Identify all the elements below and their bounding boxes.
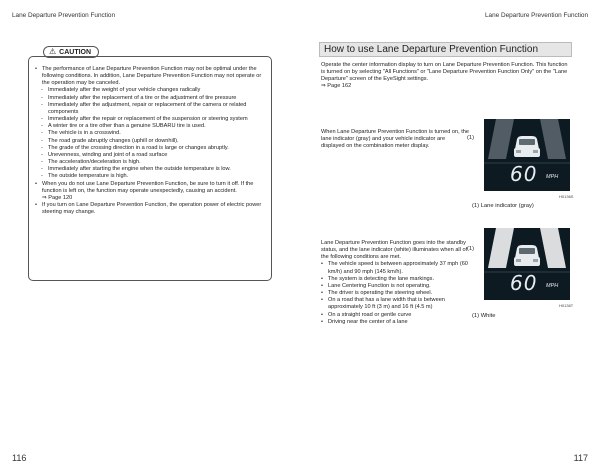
meter-display-figure (484, 228, 570, 300)
figure-callout: (1) (467, 135, 475, 141)
lane-indicator-right (540, 119, 566, 159)
speed-unit: MPH (546, 283, 559, 289)
condition-item: • On a road that has a lane width that is between approximately 10 ft (3 m) and 16 ft (4.5 m) (321, 297, 470, 311)
caution-condition: - The vehicle is in a crosswind. (35, 130, 265, 137)
meter-display-figure (484, 119, 570, 191)
condition-item: • The system is detecting the lane markings. (321, 276, 470, 283)
caution-condition: - The road grade abruptly changes (uphill or downhill). (35, 138, 265, 145)
caution-condition: - The outside temperature is high. (35, 173, 265, 180)
caution-condition: - Immediately after the replacement of a tire or the adjustment of tire pressure (35, 95, 265, 102)
section-intro (321, 62, 573, 91)
running-header-right: Lane Departure Prevention Function (484, 12, 588, 19)
caution-item: • The performance of Lane Departure Prevention Function may not be optimal under the following conditions. In addition, Lane Departure Prevention Function may not operate or the operation may be canceled. (35, 66, 265, 87)
arrow-right-icon: ⇒ (42, 194, 47, 201)
figure-code: H0136T (559, 303, 574, 308)
caution-box (28, 56, 272, 281)
lane-indicator-right (540, 228, 566, 268)
caution-condition: - Immediately after the weight of your vehicle changes radically (35, 87, 265, 94)
lane-indicator-left (488, 228, 514, 268)
caution-condition: - Immediately after the repair or replacement of the suspension or steering system (35, 116, 265, 123)
vehicle-indicator-icon (514, 136, 540, 157)
condition-item: • Lane Centering Function is not operating. (321, 283, 470, 290)
condition-item: • The driver is operating the steering wheel. (321, 290, 470, 297)
arrow-right-icon: ⇒ (321, 83, 326, 90)
figure-caption: (1) White (472, 313, 496, 319)
speed-unit: MPH (546, 174, 559, 180)
intro-paragraph: Operate the center information display to turn on Lane Departure Prevention Function. This function is turned on by selecting "All Functions" or "Lane Departure Prevention Function Only" on the "Lane Departure" screen of the EyeSight settings. (321, 62, 568, 83)
warning-triangle-icon: ⚠ (49, 47, 57, 56)
section-title: How to use Lane Departure Prevention Function (319, 42, 572, 57)
figure-callout: (1) (467, 246, 475, 252)
caution-label-text: CAUTION (59, 48, 92, 56)
speed-readout: 60 (510, 162, 538, 186)
standby-section (321, 240, 470, 326)
page-reference-text: Page 162 (327, 83, 352, 90)
running-header-left: Lane Departure Prevention Function (12, 12, 116, 19)
page-reference-text: Page 120 (48, 194, 73, 201)
standby-paragraph: Lane Departure Prevention Function goes into the standby status, and the lane indicator (white) illuminates when all of the following conditions are met. (321, 240, 468, 261)
caution-item: • When you do not use Lane Departure Prevention Function, be sure to turn it off. If the function is left on, the function may operate unexpectedly, causing an accident. (35, 181, 265, 195)
caution-condition: - Unevenness, winding and joint of a road surface (35, 152, 265, 159)
speed-readout: 60 (510, 271, 538, 295)
page-number-left: 116 (12, 453, 27, 463)
condition-item: • The vehicle speed is between approximately 37 mph (60 km/h) and 90 mph (145 km/h). (321, 261, 470, 275)
page-reference[interactable] (321, 83, 573, 90)
caution-condition: - Immediately after the adjustment, repair or replacement of the camera or related components (35, 102, 265, 116)
caution-condition: - The grade of the crossing direction in a road is large or changes abruptly. (35, 145, 265, 152)
page-reference[interactable] (35, 195, 265, 202)
condition-item: • Driving near the center of a lane (321, 319, 470, 326)
lane-indicator-left (488, 119, 514, 159)
display-paragraph: When Lane Departure Prevention Function is turned on, the lane indicator (gray) and your vehicle indicator are displayed on the combination meter display. (321, 129, 470, 150)
vehicle-indicator-icon (514, 245, 540, 266)
caution-condition: - The acceleration/deceleration is high. (35, 159, 265, 166)
page-number-right: 117 (573, 453, 588, 463)
caution-item: • If you turn on Lane Departure Prevention Function, the operation power of electric power steering may change. (35, 202, 265, 216)
caution-condition: - Immediately after starting the engine when the outside temperature is low. (35, 166, 265, 173)
figure-caption: (1) Lane indicator (gray) (472, 203, 534, 209)
caution-condition: - A winter tire or a tire other than a genuine SUBARU tire is used. (35, 123, 265, 130)
condition-item: • On a straight road or gentle curve (321, 312, 470, 319)
figure-code: H0136S (559, 194, 574, 199)
